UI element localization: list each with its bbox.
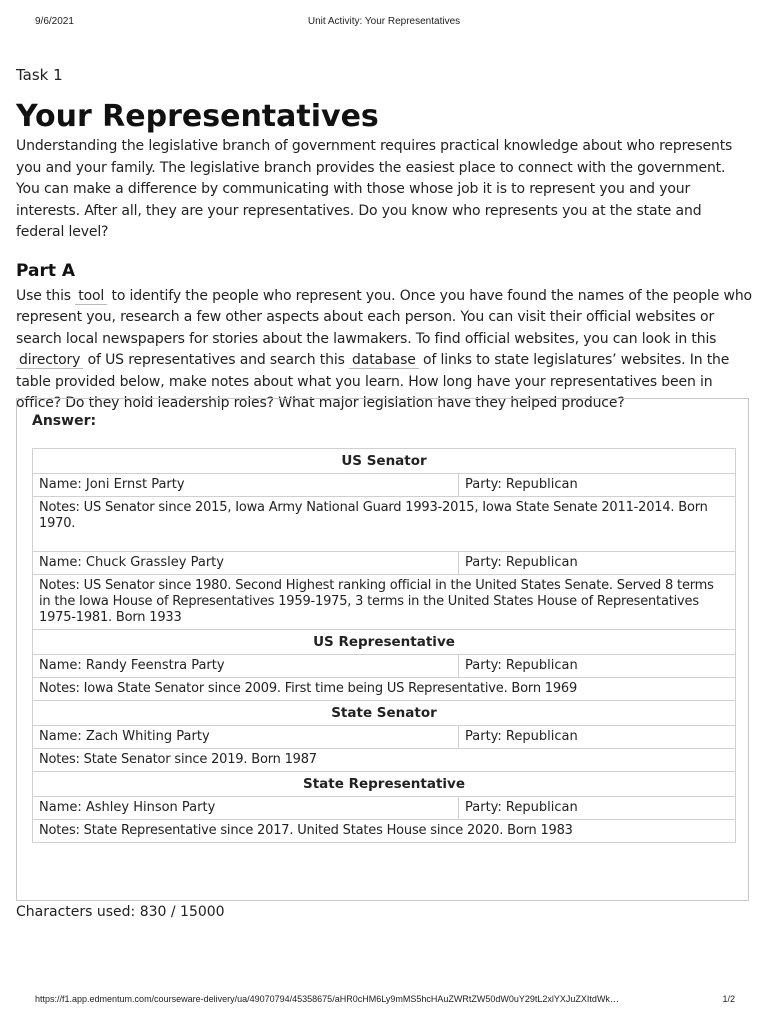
name-cell: Name: Chuck Grassley Party (33, 552, 459, 575)
print-date: 9/6/2021 (35, 16, 74, 27)
section-heading-us-senator: US Senator (33, 449, 736, 474)
notes-cell: Notes: US Senator since 1980. Second Highest ranking official in the United States Senate. Served 8 terms in the Iowa House of Representatives 1959-1975, 3 terms in the United States House of Representatives 1975-1981. Born 1933 (33, 575, 736, 630)
page-title: Your Representatives (16, 99, 379, 134)
database-link[interactable]: database (349, 352, 419, 369)
part-a-text-2: to identify the people who represent you. Once you have found the names of the people who represent you, research a few other aspects about each person. You can visit their official websites or search local newspapers for stories about the lawmakers. To find official websites, you can look in this (16, 287, 752, 347)
section-row (33, 701, 736, 726)
table-row (33, 820, 736, 843)
party-cell: Party: Republican (459, 797, 736, 820)
directory-link[interactable]: directory (16, 352, 83, 369)
table-row (33, 575, 736, 630)
part-a-text-1: Use this (16, 287, 76, 304)
table-row (33, 497, 736, 552)
section-heading-us-representative: US Representative (33, 630, 736, 655)
task-label: Task 1 (16, 66, 63, 84)
table-row (33, 797, 736, 820)
tool-link[interactable]: tool (75, 288, 107, 305)
name-cell: Name: Ashley Hinson Party (33, 797, 459, 820)
name-cell: Name: Zach Whiting Party (33, 726, 459, 749)
notes-cell: Notes: Iowa State Senator since 2009. First time being US Representative. Born 1969 (33, 678, 736, 701)
table-row (33, 474, 736, 497)
table-row (33, 655, 736, 678)
table-row (33, 552, 736, 575)
print-document-title: Unit Activity: Your Representatives (307, 16, 461, 27)
party-cell: Party: Republican (459, 655, 736, 678)
part-a-instructions (16, 286, 752, 415)
party-cell: Party: Republican (459, 552, 736, 575)
name-cell: Name: Randy Feenstra Party (33, 655, 459, 678)
part-a-title: Part A (16, 260, 76, 281)
print-page-number: 1/2 (722, 994, 735, 1004)
party-cell: Party: Republican (459, 726, 736, 749)
representatives-table (32, 448, 736, 843)
part-a-text-4: of links to state legislatures’ websites. In the table provided below, make notes about what you learn. How long have your representatives been in office? Do they hold leadership roles? What major legislation have they helped produce? (16, 352, 730, 411)
print-url: https://f1.app.edmentum.com/courseware-delivery/ua/49070794/45358675/aHR0cHM6Ly9mMS5hcHAuZWRtZW50dW0uY29tL2xlYXJuZXItdWk… (35, 994, 619, 1004)
notes-cell: Notes: US Senator since 2015, Iowa Army National Guard 1993-2015, Iowa State Senate 2011-2014. Born 1970. (33, 497, 736, 552)
intro-paragraph: Understanding the legislative branch of government requires practical knowledge about who represents you and your family. The legislative branch provides the easiest place to connect with the government. You can make a difference by communicating with those whose job it is to represent you and your interests. After all, they are your representatives. Do you know who represents you at the state and federal level? (16, 138, 733, 240)
answer-label: Answer: (32, 413, 97, 429)
characters-used: Characters used: 830 / 15000 (16, 904, 225, 920)
section-row (33, 772, 736, 797)
answer-box[interactable] (16, 398, 749, 901)
print-header (0, 16, 768, 30)
party-cell: Party: Republican (459, 474, 736, 497)
part-a-text-3: of US representatives and search this (83, 352, 350, 368)
print-footer (0, 994, 768, 1008)
notes-cell: Notes: State Representative since 2017. United States House since 2020. Born 1983 (33, 820, 736, 843)
notes-cell: Notes: State Senator since 2019. Born 1987 (33, 749, 736, 772)
main-content (16, 64, 752, 415)
table-row (33, 749, 736, 772)
section-heading-state-representative: State Representative (33, 772, 736, 797)
section-row (33, 630, 736, 655)
section-row (33, 449, 736, 474)
section-heading-state-senator: State Senator (33, 701, 736, 726)
table-row (33, 726, 736, 749)
name-cell: Name: Joni Ernst Party (33, 474, 459, 497)
table-row (33, 678, 736, 701)
